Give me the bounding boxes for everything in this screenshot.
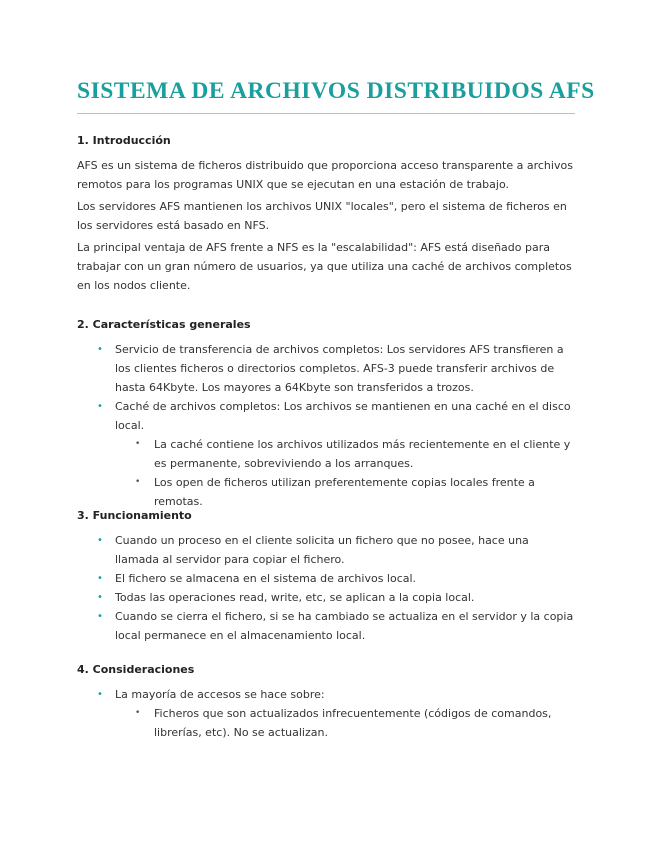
list-item <box>77 588 575 607</box>
list-item-text: La mayoría de accesos se hace sobre: <box>115 688 325 701</box>
section-consideraciones <box>77 663 575 742</box>
list-item-text: Ficheros que son actualizados infrecuentemente (códigos de comandos, librerías, etc). No se actualizan. <box>154 707 552 739</box>
section-heading: 4. Consideraciones <box>77 663 195 676</box>
section-heading: 1. Introducción <box>77 134 171 147</box>
bullet-list <box>77 531 575 645</box>
bullet-list <box>77 340 575 435</box>
list-item <box>77 607 575 645</box>
list-item-text: Cuando un proceso en el cliente solicita un fichero que no posee, hace una llamada al servidor para copiar el fichero. <box>115 534 529 566</box>
list-item <box>77 397 575 435</box>
sub-bullet-list <box>77 704 575 742</box>
bullet-icon: • <box>97 689 103 700</box>
sub-list-item <box>77 704 575 742</box>
section-funcionamiento <box>77 509 575 645</box>
page-title: SISTEMA DE ARCHIVOS DISTRIBUIDOS AFS <box>77 78 595 104</box>
list-item <box>77 569 575 588</box>
title-divider <box>77 113 575 114</box>
sub-list-item <box>77 473 575 511</box>
bullet-list <box>77 685 575 704</box>
sub-bullet-icon: • <box>135 439 141 449</box>
list-item-text: Servicio de transferencia de archivos completos: Los servidores AFS transfieren a los clientes ficheros o directorios completos. AFS-3 puede transferir archivos de hasta 64Kbyte. Los mayores a 64Kbyte son transferidos a trozos. <box>115 343 564 394</box>
list-item-text: Caché de archivos completos: Los archivos se mantienen en una caché en el disco local. <box>115 400 571 432</box>
sub-bullet-list <box>77 435 575 511</box>
list-item-text: El fichero se almacena en el sistema de archivos local. <box>115 572 417 585</box>
list-item <box>77 340 575 397</box>
bullet-icon: • <box>97 611 103 622</box>
list-item-text: Todas las operaciones read, write, etc, se aplican a la copia local. <box>115 591 475 604</box>
bullet-icon: • <box>97 592 103 603</box>
sub-bullet-icon: • <box>135 708 141 718</box>
section-heading: 3. Funcionamiento <box>77 509 192 522</box>
sub-bullet-icon: • <box>135 477 141 487</box>
paragraph: AFS es un sistema de ficheros distribuido que proporciona acceso transparente a archivos remotos para los programas UNIX que se ejecutan en una estación de trabajo. <box>77 159 573 191</box>
bullet-icon: • <box>97 401 103 412</box>
list-item-text: La caché contiene los archivos utilizados más recientemente en el cliente y es permanente, sobreviviendo a los arranques. <box>154 438 571 470</box>
list-item-text: Cuando se cierra el fichero, si se ha cambiado se actualiza en el servidor y la copia local permanece en el almacenamiento local. <box>115 610 574 642</box>
paragraph: La principal ventaja de AFS frente a NFS es la "escalabilidad": AFS está diseñado para trabajar con un gran número de usuarios, ya que utiliza una caché de archivos completos en los nodos cliente. <box>77 241 572 292</box>
list-item-text: Los open de ficheros utilizan preferentemente copias locales frente a remotas. <box>154 476 535 508</box>
bullet-icon: • <box>97 344 103 355</box>
list-item <box>77 531 575 569</box>
paragraph: Los servidores AFS mantienen los archivos UNIX "locales", pero el sistema de ficheros en los servidores está basado en NFS. <box>77 200 567 232</box>
bullet-icon: • <box>97 573 103 584</box>
section-heading: 2. Características generales <box>77 318 251 331</box>
section-introduccion <box>77 134 575 295</box>
bullet-icon: • <box>97 535 103 546</box>
sub-list-item <box>77 435 575 473</box>
list-item <box>77 685 575 704</box>
section-caracteristicas <box>77 318 575 511</box>
